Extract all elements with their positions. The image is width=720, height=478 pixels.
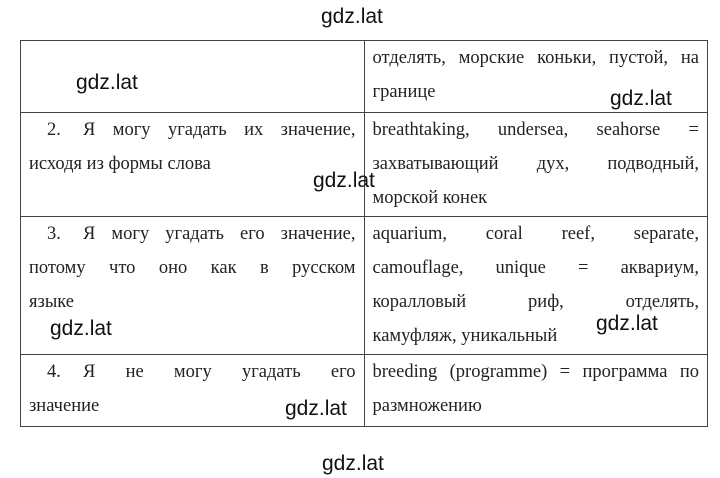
watermark: gdz.lat bbox=[321, 5, 383, 28]
cell-line: значение bbox=[29, 396, 100, 416]
cell-line: коралловый риф, отделять, bbox=[372, 292, 699, 312]
vocabulary-table bbox=[20, 40, 708, 427]
cell-line: 2. Я могу угадать их значение, bbox=[29, 113, 356, 147]
cell-line: breathtaking, undersea, seahorse = bbox=[372, 120, 699, 140]
table-cell-right bbox=[364, 355, 708, 427]
cell-line: breeding (programme) = программа по bbox=[372, 362, 699, 382]
cell-line: потому что оно как в русском bbox=[29, 258, 356, 278]
watermark: gdz.lat bbox=[76, 71, 138, 94]
watermark: gdz.lat bbox=[596, 312, 658, 335]
watermark: gdz.lat bbox=[322, 452, 384, 475]
row-number: 2. bbox=[47, 120, 61, 140]
table-row bbox=[21, 113, 708, 217]
cell-line: исходя из формы слова bbox=[29, 154, 211, 174]
watermark: gdz.lat bbox=[313, 169, 375, 192]
watermark: gdz.lat bbox=[610, 87, 672, 110]
cell-line: языке bbox=[29, 292, 74, 312]
table-row bbox=[21, 355, 708, 427]
watermark: gdz.lat bbox=[285, 397, 347, 420]
cell-line: camouflage, unique = аквариум, bbox=[372, 258, 699, 278]
cell-line: 4. Я не могу угадать его bbox=[29, 355, 356, 389]
cell-line: камуфляж, уникальный bbox=[372, 326, 558, 346]
table-cell-left bbox=[21, 113, 365, 217]
cell-line: границе bbox=[372, 82, 436, 102]
cell-line: 3. Я могу угадать его значение, bbox=[29, 217, 356, 251]
table-cell-left bbox=[21, 41, 365, 113]
row-number: 3. bbox=[47, 224, 61, 244]
cell-line: aquarium, coral reef, separate, bbox=[372, 224, 699, 244]
row-number: 4. bbox=[47, 362, 61, 382]
cell-line: размножению bbox=[372, 396, 482, 416]
cell-line: захватывающий дух, подводный, bbox=[372, 154, 699, 174]
watermark: gdz.lat bbox=[50, 317, 112, 340]
table-cell-right bbox=[364, 113, 708, 217]
cell-line: морской конек bbox=[372, 188, 488, 208]
cell-line: отделять, морские коньки, пустой, на bbox=[372, 48, 699, 68]
